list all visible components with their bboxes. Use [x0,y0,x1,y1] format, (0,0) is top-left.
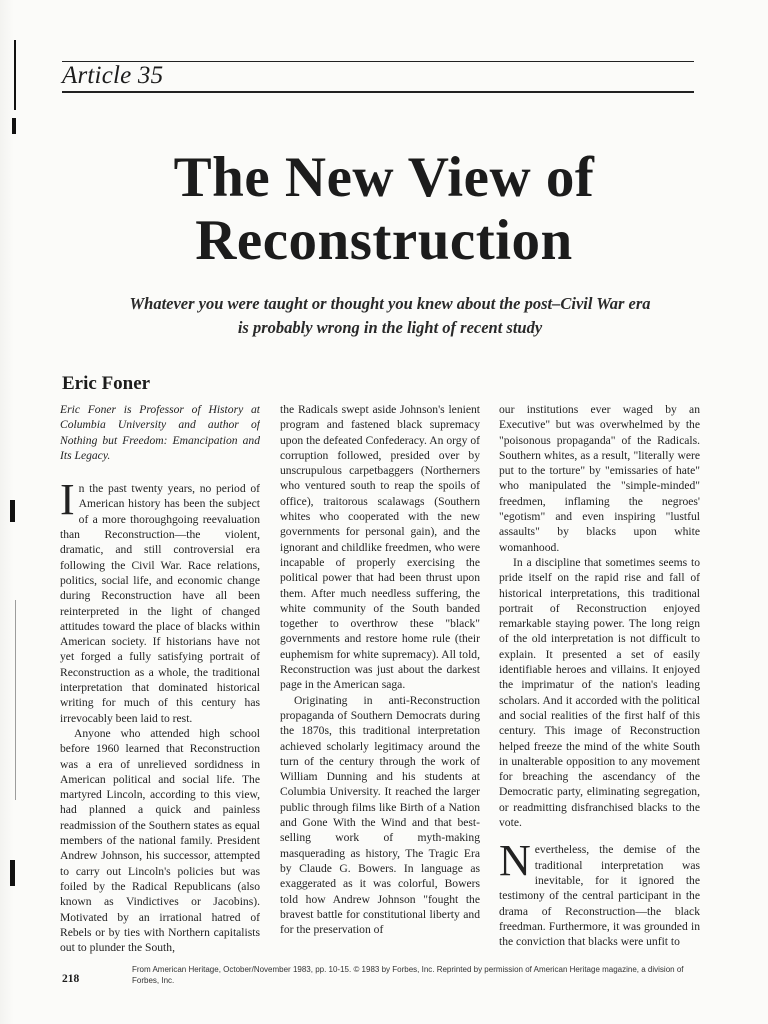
title-line-1: The New View of [173,146,595,209]
subtitle-line-1: Whatever you were taught or thought you knew about the post–Civil War era [129,294,651,313]
binding-mark [10,860,15,886]
binding-mark [12,118,16,134]
paragraph-text: n the past twenty years, no period of American history has been the subject of a more thoroughgoing reevaluation than Reconstruction—the violent, dramatic, and still controversial era following the Civil War. Race relations, politics, social life, and economic change during Reconstruction have all been reinterpreted in the light of changed attitudes toward the place of blacks within American society. If historians have not yet forged a fully satisfying portrait of Reconstruction as a whole, the traditional interpretation that dominated historical writing for much of this century has irrevocably been laid to rest. [60,482,260,725]
column-2 [280,402,480,954]
paragraph-text: evertheless, the demise of the traditional interpretation was inevitable, for it ignored the testimony of the central participant in the drama of Reconstruction—the black freedman. Furthermore, it was grounded in the conviction that blacks were unfit to [499,843,700,949]
column-1 [60,402,260,954]
column-3 [499,402,700,954]
paragraph: our institutions ever waged by an Executive" but was overwhelmed by the "poisonous propaganda" of the Radicals. Southern whites, as a result, "literally were put to the torture" by "emissaries of hate" who manipulated the "simple-minded" freedmen, inflaming the negroes' "egotism" and even inspiring "lustful assaults" by blacks upon white womanhood. [499,403,700,554]
header-rule-bottom [62,91,694,93]
drop-cap: N [499,836,531,886]
paragraph: In a discipline that sometimes seems to pride itself on the rapid rise and fall of historical interpretations, this traditional portrait of Reconstruction enjoyed remarkable staying power. The long reign of the old interpretation is not difficult to explain. It presented a set of easily identifiable heroes and villains. It enjoyed the imprimatur of the nation's leading scholars. And it accorded with the political and social realities of the first half of this century. This image of Reconstruction helped freeze the mind of the white South in unalterable opposition to any movement for breaching the ascendancy of the Democratic party, eliminating segregation, or readmitting disfranchised blacks to the vote. [499,555,700,830]
author-name: Eric Foner [62,373,151,394]
paragraph [499,836,700,949]
drop-cap: I [60,475,75,525]
source-credit: From American Heritage, October/November 1983, pp. 10-15. © 1983 by Forbes, Inc. Reprinted by permission of American Heritage magazine, a division of Forbes, Inc. [132,965,684,985]
binding-mark [10,500,15,522]
binding-mark [15,600,16,800]
page-number: 218 [62,973,80,985]
paragraph: Anyone who attended high school before 1960 learned that Reconstruction was a era of unrelieved sordidness in American political and social life. The martyred Lincoln, according to this view, had planned a quick and painless readmission of the Southern states as equal members of the national family. President Andrew Johnson, his successor, attempted to carry out Lincoln's policies but was foiled by the Radical Republicans (also known as Vindictives or Jacobins). Motivated by an irrational hatred of Rebels or by ties with Northern capitalists out to plunder the South, [60,726,260,954]
article-label: Article 35 [62,62,164,89]
author-bio: Eric Foner is Professor of History at Columbia University and author of Nothing but Freedom: Emancipation and Its Legacy. [60,403,260,462]
subtitle-line-2: is probably wrong in the light of recent study [237,318,543,337]
paragraph [60,475,260,726]
title-line-2: Reconstruction [195,209,573,272]
paragraph: the Radicals swept aside Johnson's lenient program and fastened black supremacy upon the defeated Confederacy. An orgy of corruption followed, presided over by unscrupulous carpetbaggers (Northerners who ventured south to reap the spoils of office), traitorous scalawags (Southern whites who cooperated with the new governments for personal gain), and the ignorant and childlike freedmen, who were incapable of properly exercising the political power that had been thrust upon them. After much needless suffering, the white community of the South banded together to overthrow these "black" governments and restore home rule (their euphemism for white supremacy). All told, Reconstruction was just about the darkest page in the American saga. [280,403,480,692]
paragraph: Originating in anti-Reconstruction propaganda of Southern Democrats during the 1870s, this traditional interpretation achieved scholarly legitimacy around the turn of the century through the work of William Dunning and his students at Columbia University. It reached the larger public through films like Birth of a Nation and Gone With the Wind and that best-selling work of myth-making masquerading as history, The Tragic Era by Claude G. Bowers. In language as exaggerated as it was colorful, Bowers told how Andrew Johnson "fought the bravest battle for constitutional liberty and for the preservation of [280,693,480,937]
binding-mark [14,40,16,110]
